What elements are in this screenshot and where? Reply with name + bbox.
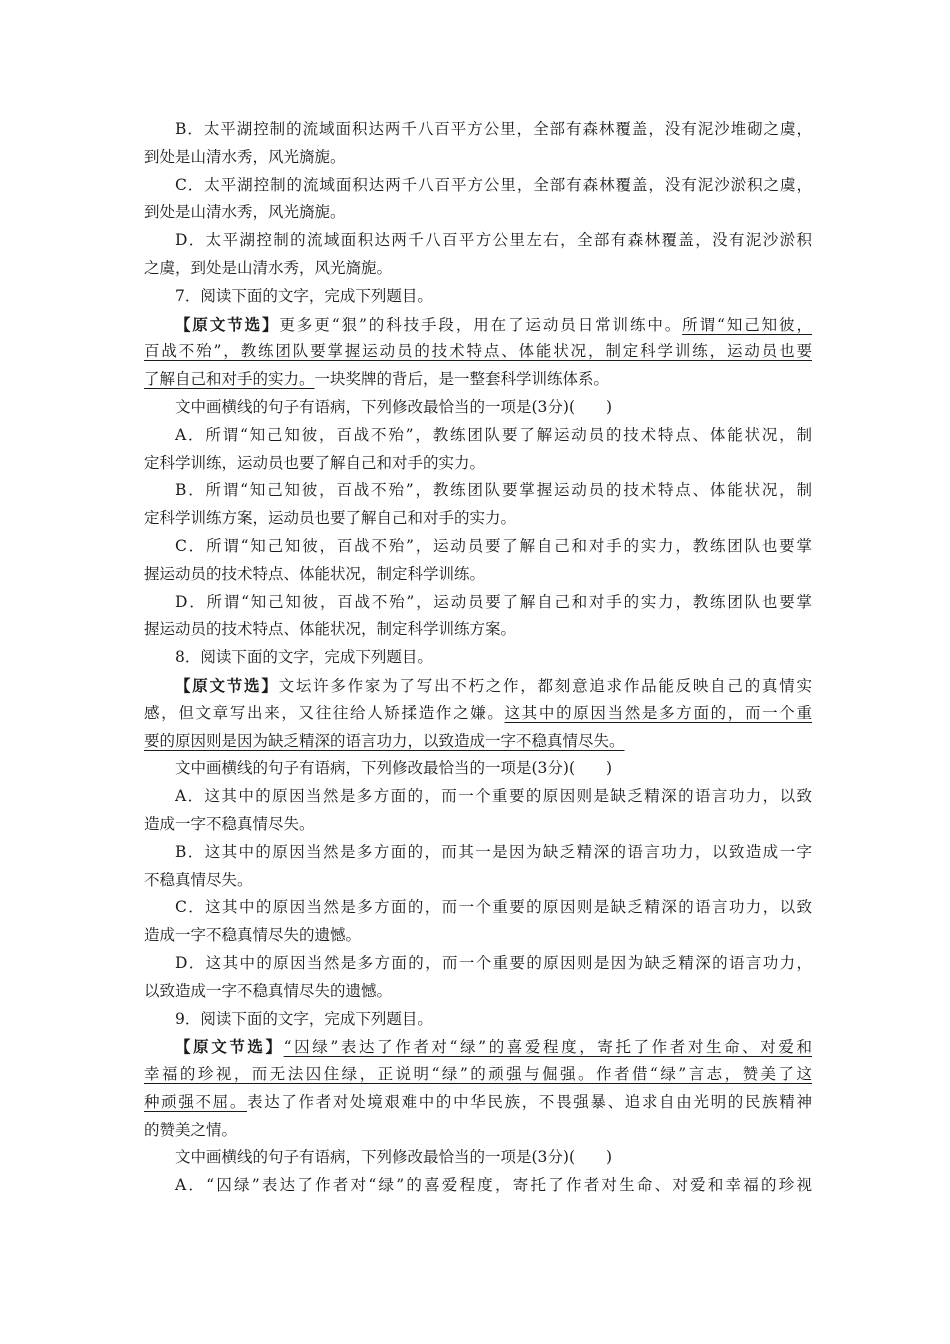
q7-passage-text: 一块奖牌的背后，是一整套科学训练体系。: [314, 370, 610, 389]
q6-option-d-line2: 之虞，到处是山清水秀，风光旖旎。: [144, 258, 393, 277]
q7-underlined-text: 所谓“知己知彼，: [682, 315, 812, 334]
q7-passage-line3: [144, 366, 812, 394]
q9-passage-line2: [144, 1061, 812, 1089]
q7-passage-tag: 【原文节选】: [175, 314, 280, 334]
q8-passage-text: 文坛许多作家为了写出不朽之作，都刻意追求作品能反映自己的真情实: [278, 676, 812, 695]
q7-passage-line1: [144, 311, 812, 339]
q7-option-a-line1: A．所谓“知己知彼，百战不殆”，教练团队要了解运动员的技术特点、体能状况，制: [175, 425, 812, 444]
q8-passage-line2: [144, 700, 812, 728]
q8-stem: 8．阅读下面的文字，完成下列题目。: [175, 648, 433, 667]
q7-underlined-text: 百战不殆”，教练团队要掌握运动员的技术特点、体能状况，制定科学训练，运动员也要: [144, 342, 812, 361]
page-content: [144, 116, 812, 1200]
q6-option-b-line2: 到处是山清水秀，风光旖旎。: [144, 147, 346, 166]
q9-passage-text: 表达了作者对处境艰难中的中华民族，不畏强暴、追求自由光明的民族精神: [247, 1092, 812, 1111]
q8-option-b-line2: 不稳真情尽失。: [144, 870, 253, 889]
q7-option-c-line1: C．所谓“知己知彼，百战不殆”，运动员要了解自己和对手的实力，教练团队也要掌: [175, 536, 812, 555]
q6-option-d-line1: D．太平湖控制的流域面积达两千八百平方公里左右，全部有森林覆盖，没有泥沙淤积: [175, 231, 812, 250]
q7-question: 文中画横线的句子有语病，下列修改最恰当的一项是(3分)( ): [175, 397, 613, 416]
q9-passage-tag: 【原文节选】: [175, 1037, 284, 1057]
q7-underlined-text: 了解自己和对手的实力。: [144, 370, 315, 389]
q7-option-b-line1: B．所谓“知己知彼，百战不殆”，教练团队要掌握运动员的技术特点、体能状况，制: [175, 481, 812, 500]
q7-option-d-line1: D．所谓“知己知彼，百战不殆”，运动员要了解自己和对手的实力，教练团队也要掌: [175, 592, 812, 611]
q8-passage-line1: [144, 672, 812, 700]
q9-passage-line3: [144, 1089, 812, 1117]
q7-option-d-line2: 握运动员的技术特点、体能状况，制定科学训练方案。: [144, 620, 517, 639]
q8-passage-text: 感，但文章写出来，又往往给人矫揉造作之嫌。: [144, 703, 505, 722]
q9-underlined-text: 幸福的珍视，而无法囚住绿，正说明“绿”的顽强与倔强。作者借“绿”言志，赞美了这: [144, 1065, 812, 1084]
q8-underlined-text: 要的原因则是因为缺乏精深的语言功力，以致造成一字不稳真情尽失。: [144, 731, 625, 750]
q8-underlined-text: 这其中的原因当然是多方面的，而一个重: [504, 703, 812, 722]
q9-passage-line4: 的赞美之情。: [144, 1120, 238, 1139]
q8-option-c-line1: C．这其中的原因当然是多方面的，而一个重要的原因则是缺乏精深的语言功力，以致: [175, 898, 812, 917]
q8-option-d-line2: 以致造成一字不稳真情尽失的遗憾。: [144, 981, 393, 1000]
q8-passage-line3: [144, 728, 812, 756]
q7-option-a-line2: 定科学训练，运动员也要了解自己和对手的实力。: [144, 453, 486, 472]
q7-option-b-line2: 定科学训练方案，运动员也要了解自己和对手的实力。: [144, 509, 517, 528]
q8-option-a-line1: A．这其中的原因当然是多方面的，而一个重要的原因则是缺乏精深的语言功力，以致: [175, 787, 812, 806]
q8-option-a-line2: 造成一字不稳真情尽失。: [144, 814, 315, 833]
q9-stem: 9．阅读下面的文字，完成下列题目。: [175, 1009, 433, 1028]
q8-option-d-line1: D．这其中的原因当然是多方面的，而一个重要的原因则是因为缺乏精深的语言功力，: [175, 953, 812, 972]
q9-underlined-text: “囚绿”表达了作者对“绿”的喜爱程度，寄托了作者对生命、对爱和: [283, 1038, 812, 1057]
q7-passage-text: 更多更“狠”的科技手段，用在了运动员日常训练中。: [279, 315, 683, 334]
q9-underlined-text: 种顽强不屈。: [144, 1092, 248, 1111]
q9-option-a-line1: A．“囚绿”表达了作者对“绿”的喜爱程度，寄托了作者对生命、对爱和幸福的珍视: [175, 1176, 812, 1195]
q7-passage-line2: [144, 338, 812, 366]
q7-option-c-line2: 握运动员的技术特点、体能状况，制定科学训练。: [144, 564, 486, 583]
q6-option-b-line1: B．太平湖控制的流域面积达两千八百平方公里，全部有森林覆盖，没有泥沙堆砌之虞，: [175, 120, 812, 138]
q8-question: 文中画横线的句子有语病，下列修改最恰当的一项是(3分)( ): [175, 759, 613, 778]
q6-option-c-line2: 到处是山清水秀，风光旖旎。: [144, 203, 346, 222]
q7-stem: 7．阅读下面的文字，完成下列题目。: [175, 286, 433, 305]
q6-option-c-line1: C．太平湖控制的流域面积达两千八百平方公里，全部有森林覆盖，没有泥沙淤积之虞，: [175, 175, 812, 194]
q8-option-b-line1: B．这其中的原因当然是多方面的，而其一是因为缺乏精深的语言功力，以致造成一字: [175, 842, 812, 861]
q9-question: 文中画横线的句子有语病，下列修改最恰当的一项是(3分)( ): [175, 1148, 613, 1167]
q8-option-c-line2: 造成一字不稳真情尽失的遗憾。: [144, 926, 362, 945]
q9-passage-line1: [144, 1033, 812, 1061]
q8-passage-tag: 【原文节选】: [175, 675, 279, 695]
